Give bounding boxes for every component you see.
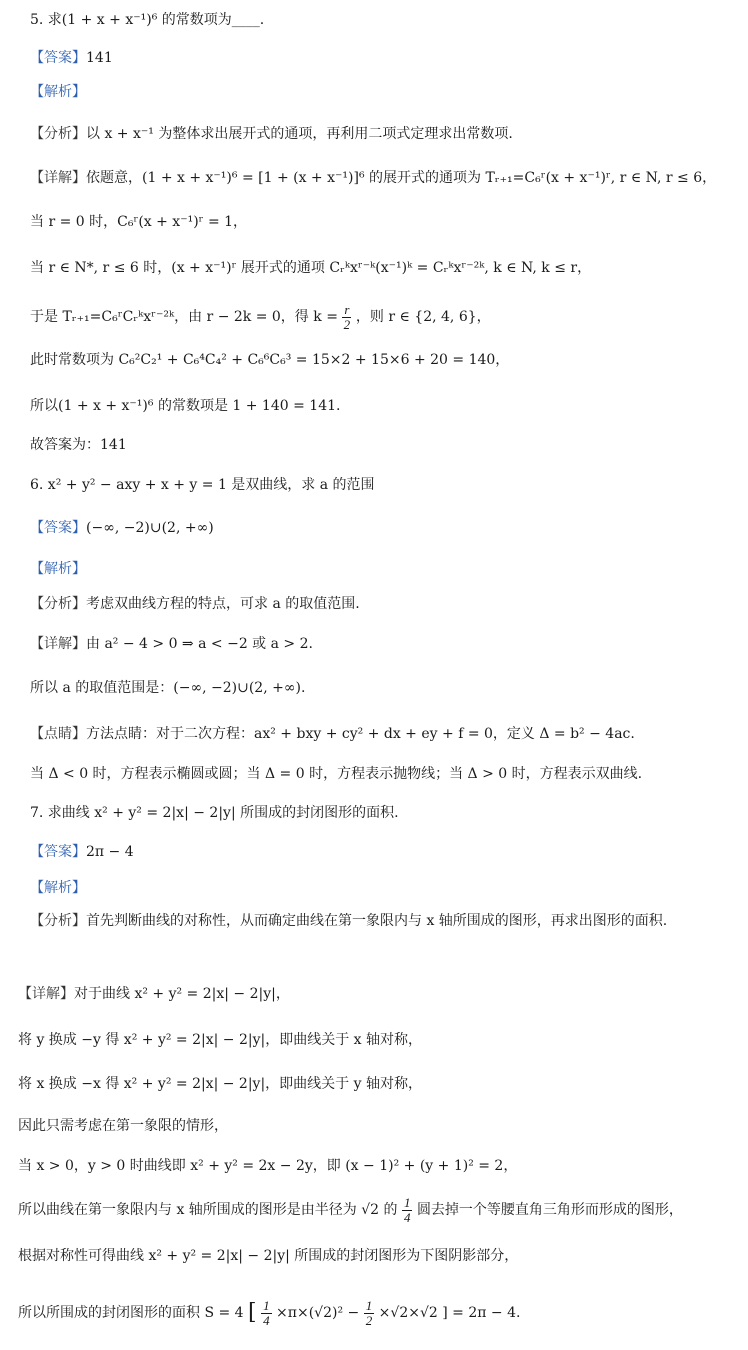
- p7-area-end: ×√2×√2 ] = 2π − 4.: [378, 1305, 521, 1321]
- p6-dianjing-row: [30, 724, 738, 744]
- fenxi-tag: 【分析】: [30, 596, 86, 612]
- p7-fenxi-row: [30, 911, 738, 931]
- p7-detail-text-1: 对于曲线 x² + y² = 2|x| − 2|y|，: [74, 986, 290, 1002]
- p6-fenxi: 考虑双曲线方程的特点，可求 a 的取值范围.: [86, 596, 360, 612]
- p7-fenxi: 首先判断曲线的对称性，从而确定曲线在第一象限内与 x 轴所围成的图形，再求出图形的面积.: [86, 913, 668, 929]
- p7-detail-text-8: 所以所围成的封闭图形的面积 S = 4: [18, 1305, 244, 1321]
- p5-detail-1: [30, 168, 738, 188]
- detail-tag: 【详解】: [18, 986, 74, 1002]
- p6-jiexi: 【解析】: [30, 561, 86, 577]
- p5-detail-text-4b: ，则 r ∈ {2, 4, 6}，: [355, 309, 491, 325]
- p7-detail-4: 因此只需考虑在第一象限的情形，: [18, 1118, 228, 1134]
- p7-detail-8: [18, 1296, 738, 1330]
- frac-denominator: 2: [365, 1312, 373, 1328]
- p7-detail-6: [18, 1193, 738, 1227]
- p5-detail-3: 当 r ∈ N*, r ≤ 6 时，(x + x⁻¹)ʳ 展开式的通项 Cᵣᵏxʳ⁻ᵏ(x⁻¹)ᵏ = Cᵣᵏxʳ⁻²ᵏ, k ∈ N, k ≤ r，: [30, 260, 592, 276]
- p5-fraction: [342, 303, 351, 332]
- p7-area-frac-b: [364, 1299, 375, 1328]
- p6-answer-row: [30, 518, 738, 538]
- p5-detail-4: [30, 300, 738, 334]
- p5-answer-row: [30, 48, 738, 68]
- dianjing-tag: 【点睛】: [30, 726, 86, 742]
- p5-question: 5. 求(1 + x + x⁻¹)⁶ 的常数项为____.: [30, 12, 265, 28]
- frac-denominator: 4: [403, 1209, 411, 1225]
- p6-fenxi-row: [30, 594, 738, 614]
- frac-numerator: r: [344, 301, 350, 317]
- p6-detail-text-1: 由 a² − 4 > 0 ⇒ a < −2 或 a > 2.: [86, 636, 313, 652]
- p7-detail-5: 当 x > 0，y > 0 时曲线即 x² + y² = 2x − 2y，即 (x − 1)² + (y + 1)² = 2，: [18, 1158, 518, 1174]
- p7-area-frac-a: [261, 1299, 272, 1328]
- frac-denominator: 4: [263, 1312, 270, 1328]
- detail-tag: 【详解】: [30, 636, 86, 652]
- p7-jiexi: 【解析】: [30, 880, 86, 896]
- frac-numerator: 1: [365, 1297, 373, 1313]
- fenxi-tag: 【分析】: [30, 126, 86, 142]
- p5-detail-5: 此时常数项为 C₆²C₂¹ + C₆⁴C₄² + C₆⁶C₆³ = 15×2 + 15×6 + 20 = 140，: [30, 352, 510, 368]
- p7-fraction-quarter: [402, 1196, 413, 1225]
- p5-jiexi: 【解析】: [30, 84, 86, 100]
- frac-denominator: 2: [343, 316, 351, 332]
- p5-detail-text-1: 依题意，(1 + x + x⁻¹)⁶ = [1 + (x + x⁻¹)]⁶ 的展开式的通项为 Tᵣ₊₁=C₆ʳ(x + x⁻¹)ʳ, r ∈ N, r ≤ 6，: [86, 170, 717, 186]
- p7-detail-2: 将 y 换成 −y 得 x² + y² = 2|x| − 2|y|，即曲线关于 x 轴对称，: [18, 1032, 423, 1048]
- p7-answer-row: [30, 842, 738, 862]
- p5-detail-2: 当 r = 0 时，C₆ʳ(x + x⁻¹)ʳ = 1，: [30, 214, 248, 230]
- p7-detail-text-6b: 圆去掉一个等腰直角三角形而形成的图形，: [416, 1202, 683, 1218]
- p7-detail-7: 根据对称性可得曲线 x² + y² = 2|x| − 2|y| 所围成的封闭图形为下图阴影部分，: [18, 1248, 519, 1264]
- p7-detail-text-6: 所以曲线在第一象限内与 x 轴所围成的图形是由半径为 √2 的: [18, 1202, 398, 1218]
- p5-answer: 141: [86, 50, 113, 66]
- detail-tag: 【详解】: [30, 170, 86, 186]
- answer-tag: 【答案】: [30, 50, 86, 66]
- p6-detail-1: [30, 634, 738, 654]
- p5-detail-6: 所以(1 + x + x⁻¹)⁶ 的常数项是 1 + 140 = 141.: [30, 398, 341, 414]
- p5-detail-text-4: 于是 Tᵣ₊₁=C₆ʳCᵣᵏxʳ⁻²ᵏ，由 r − 2k = 0，得 k =: [30, 309, 338, 325]
- frac-numerator: 1: [263, 1297, 270, 1313]
- fenxi-tag: 【分析】: [30, 913, 86, 929]
- p7-question: 7. 求曲线 x² + y² = 2|x| − 2|y| 所围成的封闭图形的面积.: [30, 805, 399, 821]
- p6-dianjing: 方法点睛：对于二次方程：ax² + bxy + cy² + dx + ey + f = 0，定义 Δ = b² − 4ac.: [86, 726, 635, 742]
- p6-question: 6. x² + y² − axy + x + y = 1 是双曲线，求 a 的范围: [30, 477, 375, 493]
- p6-detail-2: 所以 a 的取值范围是：(−∞, −2)∪(2, +∞).: [30, 680, 306, 696]
- frac-numerator: 1: [403, 1194, 411, 1210]
- answer-tag: 【答案】: [30, 520, 86, 536]
- answer-tag: 【答案】: [30, 844, 86, 860]
- p7-answer: 2π − 4: [86, 844, 134, 860]
- bracket-left: [: [248, 1300, 257, 1325]
- p7-area-mid: ×π×(√2)² −: [276, 1305, 360, 1321]
- p6-answer: (−∞, −2)∪(2, +∞): [86, 520, 214, 536]
- p7-detail-3: 将 x 换成 −x 得 x² + y² = 2|x| − 2|y|，即曲线关于 y 轴对称，: [18, 1076, 422, 1092]
- p5-detail-7: 故答案为：141: [30, 437, 127, 453]
- p5-fenxi-row: [30, 124, 738, 144]
- p5-fenxi: 以 x + x⁻¹ 为整体求出展开式的通项，再利用二项式定理求出常数项.: [86, 126, 513, 142]
- p6-detail-3: 当 Δ < 0 时，方程表示椭圆或圆；当 Δ = 0 时，方程表示抛物线；当 Δ > 0 时，方程表示双曲线.: [30, 766, 643, 782]
- p7-detail-1: [18, 984, 738, 1004]
